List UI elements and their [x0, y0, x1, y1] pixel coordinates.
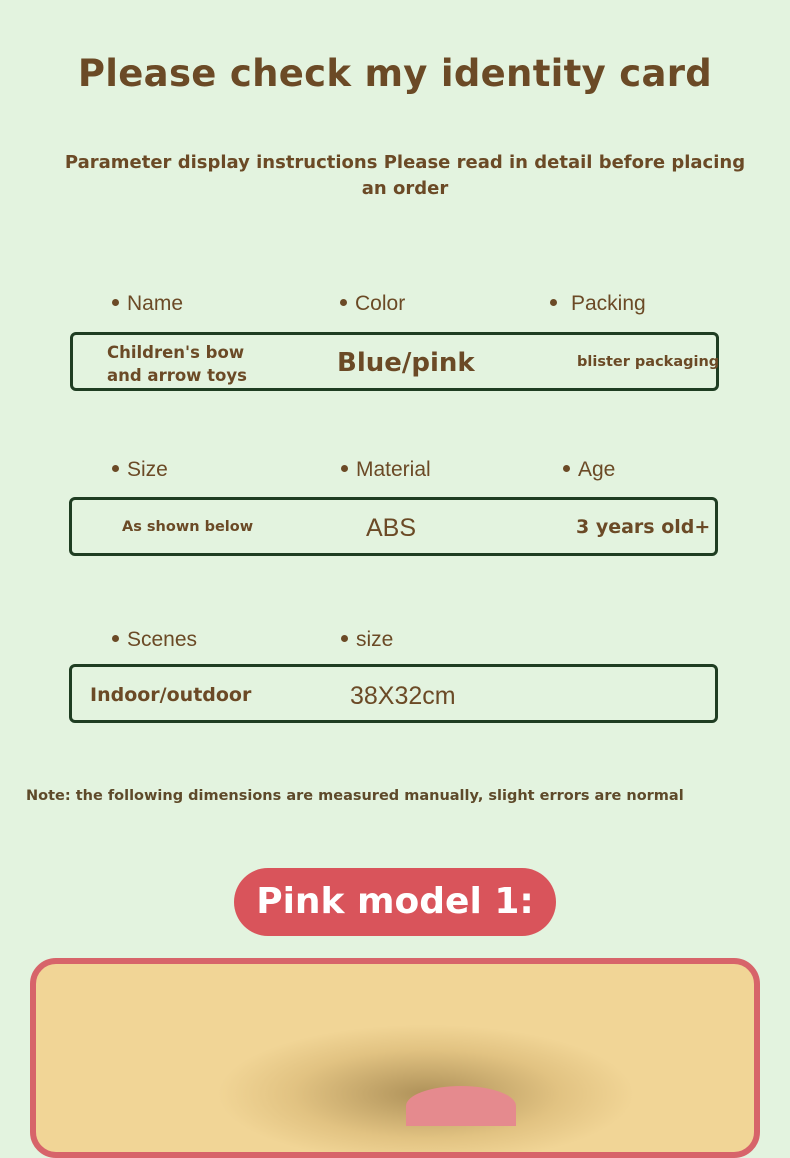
bullet-icon: [340, 299, 347, 306]
bullet-icon: [341, 465, 348, 472]
label-packing: Packing: [550, 292, 646, 316]
value-age: 3 years old+: [576, 516, 711, 538]
label-color: Color: [340, 292, 405, 316]
measurement-note: Note: the following dimensions are measured manually, slight errors are normal: [26, 788, 684, 804]
label-age: Age: [563, 458, 615, 482]
model-badge: Pink model 1:: [234, 868, 556, 936]
bullet-icon: [341, 635, 348, 642]
value-scenes: Indoor/outdoor: [90, 684, 252, 706]
label-scenes: Scenes: [112, 628, 197, 652]
value-dimensions: 38X32cm: [350, 682, 456, 710]
value-packing: blister packaging: [577, 354, 720, 370]
value-material: ABS: [366, 514, 417, 542]
bullet-icon: [112, 299, 119, 306]
product-image-top: [406, 1086, 516, 1126]
row2-value-box: [69, 497, 718, 556]
value-color: Blue/pink: [337, 348, 475, 378]
row1-value-box: [70, 332, 719, 391]
value-name: Children's bow and arrow toys: [107, 343, 247, 385]
page-title: Please check my identity card: [77, 52, 713, 95]
value-size: As shown below: [122, 519, 254, 535]
label-material: Material: [341, 458, 431, 482]
page-subtitle: Parameter display instructions Please read in detail before placing an order: [64, 152, 746, 199]
label-name: Name: [112, 292, 183, 316]
bullet-icon: [550, 299, 557, 306]
bullet-icon: [112, 635, 119, 642]
bullet-icon: [563, 465, 570, 472]
label-size-dimensions: size: [341, 628, 393, 652]
row3-value-box: [69, 664, 718, 723]
product-photo-frame: [30, 958, 760, 1158]
label-size: Size: [112, 458, 168, 482]
bullet-icon: [112, 465, 119, 472]
